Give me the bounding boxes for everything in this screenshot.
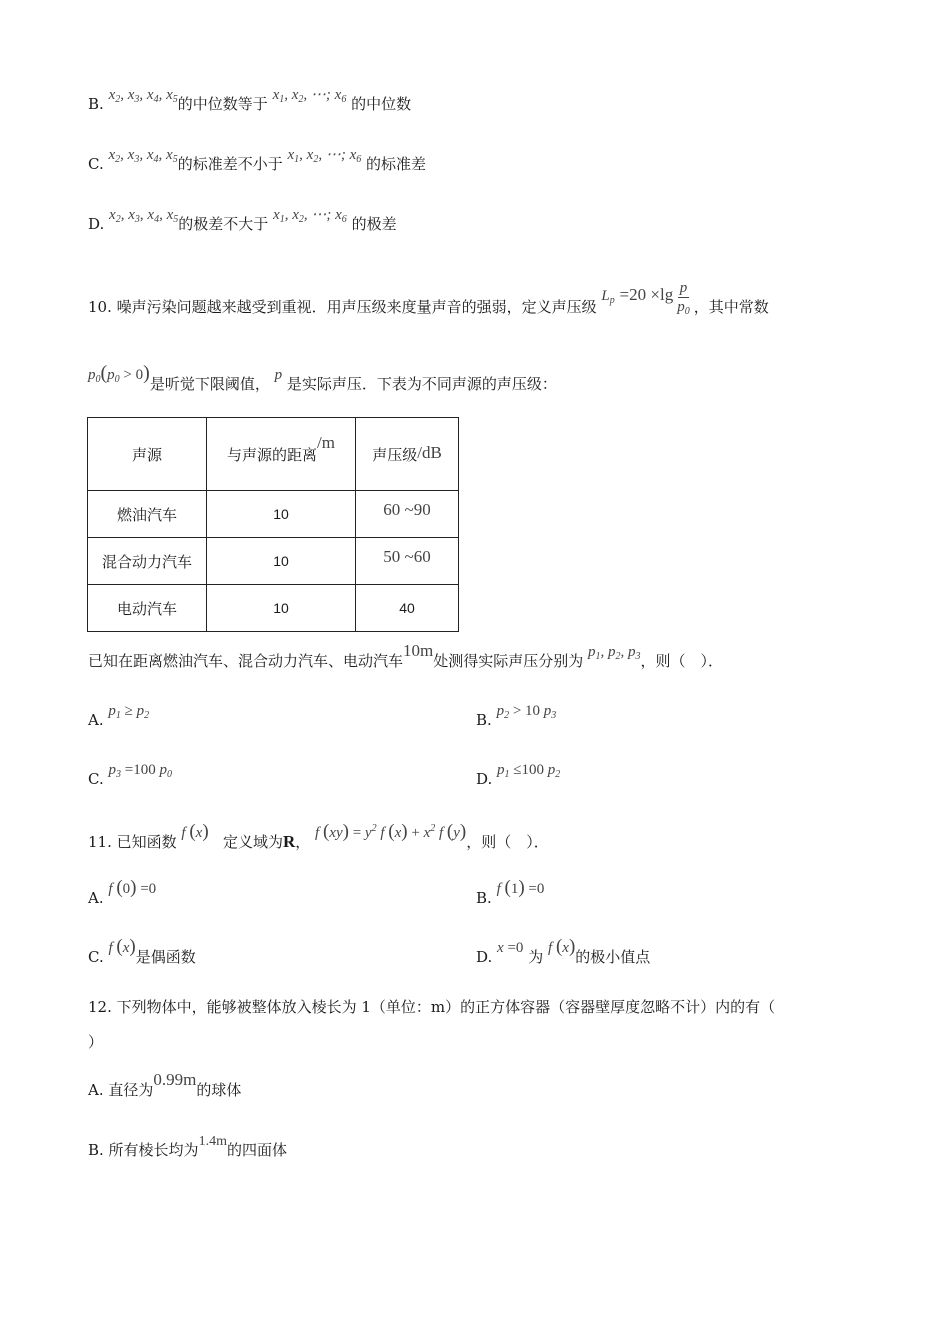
option-label: B. [88,95,104,113]
header-distance [207,418,356,491]
math-option: f (0) =0 [108,877,157,898]
math-fx: f (x) [548,936,576,957]
q10-option-d[interactable] [476,762,561,795]
cell-source: 电动汽车 [88,585,207,632]
header-level-label: 声压级 [372,445,418,464]
table-row [88,491,459,538]
option-text: 为 [528,948,544,966]
formula-fraction: $\frac{p}{p_0}$ [677,280,690,317]
q10-stem-line1 [88,280,769,329]
cell-distance: 10 [207,585,356,632]
cell-level [356,491,459,538]
header-source: 声源 [88,418,207,491]
question-text: ，其中常数 [693,298,769,316]
table-header-row [88,418,459,491]
option-label: C. [88,155,104,173]
header-distance-unit: /m [317,432,335,452]
question-text: ，则（ ）． [640,652,724,670]
cell-distance: 10 [207,491,356,538]
option-text: 的极差 [351,215,397,233]
option-text: 的球体 [196,1081,242,1099]
option-label: D. [88,215,105,233]
q9-option-d[interactable] [88,207,397,240]
header-level [356,418,459,491]
question-text: ） [88,1033,104,1051]
option-text: 的中位数等于 [177,95,268,113]
math-value: 0.99m [153,1070,197,1089]
option-text: 的极差不大于 [178,215,269,233]
option-text: B. 所有棱长均为 [88,1141,199,1159]
question-text: 已知在距离燃油汽车、混合动力汽车、电动汽车 [88,652,404,670]
q12-stem-line2 [88,1032,103,1052]
math-x1-x6: $x_1$, $x_2$, ⋯; $x_6$ [273,207,347,225]
option-text: 的标准差不小于 [177,155,283,173]
q12-option-a[interactable] [88,1070,242,1100]
cell-level [356,538,459,585]
q10-option-c[interactable] [88,762,172,795]
q11-option-b[interactable] [476,877,545,909]
table-row [88,538,459,585]
option-text: 是偶函数 [135,948,196,966]
option-label: C. [88,770,104,788]
question-text: 处测得实际声压分别为 [433,652,584,670]
option-label: B. [476,711,492,729]
option-text: A. 直径为 [88,1081,154,1099]
header-distance-label: 与声源的距离 [227,445,318,464]
formula-eq: =20 ×lg [619,285,674,304]
cell-level-value: 60 ~90 [383,500,431,519]
table-row [88,585,459,632]
math-x1-x6: $x_1$, $x_2$, ⋯; $x_6$ [287,147,362,165]
math-option: f (1) =0 [496,877,545,898]
option-label: C. [88,948,104,966]
option-label: A. [88,711,104,729]
math-p0-cond: $p_0(p_0 > 0)$ [88,362,150,385]
question-text: 是实际声压．下表为不同声源的声压级： [286,375,557,393]
q9-option-c[interactable] [88,147,427,180]
math-fx: f (x) [108,936,136,957]
math-functional-equation: f $(xy) = y^2$ f $(x) + x^2$ f (y) [315,821,467,842]
question-text: 定义域为 [222,833,283,851]
math-option: $p_2 > 10$ $p_3$ [496,703,557,721]
question-text: 是听觉下限阈值， [149,375,270,393]
q10-stem-line2 [88,362,557,400]
math-value: 1.4m [198,1134,227,1149]
math-x2-x5: $x_2$, $x_3$, $x_4$, $x_5$ [109,207,179,225]
q12-stem-line1 [88,997,775,1017]
math-R: R [282,832,296,851]
option-text: 的中位数 [351,95,412,113]
math-distance: 10m [403,641,434,660]
q11-stem: 11. 已知函数 f (x) 定义域为R， f $(xy) = y^2$ f $(x) + x^2$ f (y)，则（ ）． [88,821,549,851]
cell-source: 混合动力汽车 [88,538,207,585]
math-x2-x5: $x_2$, $x_3$, $x_4$, $x_5$ [108,147,178,165]
math-option: $p_1 \ge p_2$ [108,703,150,721]
header-level-unit: /dB [417,442,442,462]
q10-option-a[interactable] [88,703,150,736]
cell-distance: 10 [207,538,356,585]
sound-level-table [87,417,459,632]
math-x-eq-0: x =0 [497,940,524,956]
cell-source: 燃油汽车 [88,491,207,538]
q11-option-d[interactable] [476,936,651,968]
formula-lp: $L_p$ [601,288,615,306]
math-x2-x5: $x_2$, $x_3$, $x_4$, $x_5$ [108,87,178,105]
option-text: 的四面体 [226,1141,287,1159]
q10-stem-line3 [88,641,724,677]
math-p: p [274,367,283,383]
option-label: D. [476,770,493,788]
question-text: 12. 下列物体中，能够被整体放入棱长为 1（单位：m）的正方体容器（容器壁厚度忽略不计）内的有（ [88,998,776,1016]
question-text: ，则（ ）． [466,833,549,851]
math-option: $p_3 =100$ $p_0$ [108,762,172,780]
question-text: 11. 已知函数 [88,833,177,851]
question-text: 10. 噪声污染问题越来越受到重视．用声压级来度量声音的强弱，定义声压级 [88,298,597,316]
math-fx: f (x) [181,821,209,842]
cell-level: 40 [356,585,459,632]
math-x1-x6: $x_1$, $x_2$, ⋯; $x_6$ [272,87,347,105]
q10-option-b[interactable] [476,703,557,736]
q9-option-b[interactable] [88,87,412,120]
q12-option-b[interactable] [88,1134,287,1162]
math-option: $p_1 \le 100$ $p_2$ [497,762,561,780]
cell-level-value: 50 ~60 [383,547,431,566]
q11-option-c[interactable] [88,936,196,968]
option-text: 的标准差 [366,155,427,173]
option-text: 的极小值点 [575,948,651,966]
math-p1-p3: $p_1$, $p_2$, $p_3$ [588,644,641,662]
option-label: B. [476,889,492,907]
option-label: D. [476,948,493,966]
q11-option-a[interactable] [88,877,157,909]
option-label: A. [88,889,104,907]
